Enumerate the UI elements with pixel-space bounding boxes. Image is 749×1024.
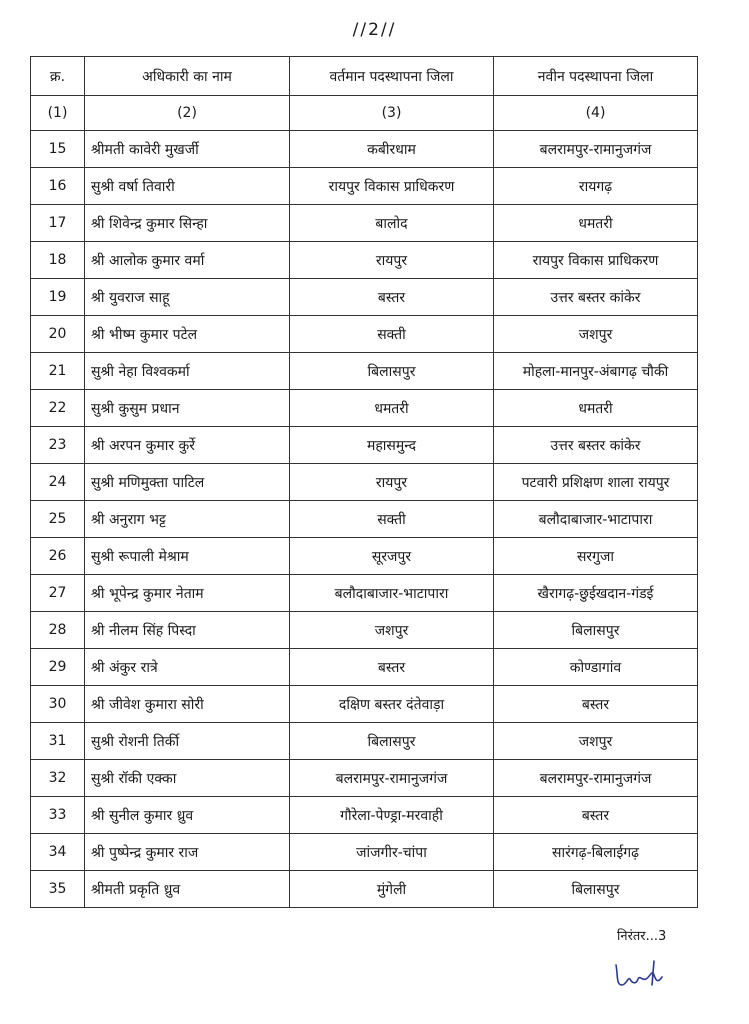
officer-name: श्री भीष्म कुमार पटेल [85, 316, 290, 353]
serial-number: 18 [31, 242, 85, 279]
table-row [31, 797, 698, 834]
table-row [31, 723, 698, 760]
officer-name: श्री अनुराग भट्ट [85, 501, 290, 538]
transfer-table [30, 56, 698, 908]
column-number: (2) [85, 96, 290, 131]
table-row [31, 316, 698, 353]
new-posting: बलौदाबाजार-भाटापारा [494, 501, 698, 538]
officer-name: श्री पुष्पेन्द्र कुमार राज [85, 834, 290, 871]
serial-number: 23 [31, 427, 85, 464]
serial-number: 31 [31, 723, 85, 760]
current-posting: गौरेला-पेण्ड्रा-मरवाही [290, 797, 494, 834]
current-posting: महासमुन्द [290, 427, 494, 464]
current-posting: रायपुर [290, 242, 494, 279]
officer-name: श्री युवराज साहू [85, 279, 290, 316]
serial-number: 21 [31, 353, 85, 390]
table-row [31, 834, 698, 871]
current-posting: धमतरी [290, 390, 494, 427]
current-posting: बस्तर [290, 279, 494, 316]
serial-number: 34 [31, 834, 85, 871]
table-row [31, 427, 698, 464]
table-row [31, 390, 698, 427]
serial-number: 32 [31, 760, 85, 797]
serial-number: 33 [31, 797, 85, 834]
officer-name: श्री आलोक कुमार वर्मा [85, 242, 290, 279]
new-posting: बलरामपुर-रामानुजगंज [494, 131, 698, 168]
serial-number: 15 [31, 131, 85, 168]
new-posting: मोहला-मानपुर-अंबागढ़ चौकी [494, 353, 698, 390]
table-row [31, 612, 698, 649]
officer-name: सुश्री रोशनी तिर्की [85, 723, 290, 760]
new-posting: बलरामपुर-रामानुजगंज [494, 760, 698, 797]
serial-number: 30 [31, 686, 85, 723]
new-posting: रायगढ़ [494, 168, 698, 205]
new-posting: रायपुर विकास प्राधिकरण [494, 242, 698, 279]
serial-number: 26 [31, 538, 85, 575]
serial-number: 16 [31, 168, 85, 205]
table-row [31, 649, 698, 686]
table-row [31, 501, 698, 538]
officer-name: सुश्री नेहा विश्वकर्मा [85, 353, 290, 390]
new-posting: धमतरी [494, 205, 698, 242]
current-posting: बलरामपुर-रामानुजगंज [290, 760, 494, 797]
new-posting: उत्तर बस्तर कांकेर [494, 427, 698, 464]
officer-name: सुश्री कुसुम प्रधान [85, 390, 290, 427]
new-posting: धमतरी [494, 390, 698, 427]
serial-number: 35 [31, 871, 85, 908]
current-posting: सूरजपुर [290, 538, 494, 575]
officer-name: सुश्री वर्षा तिवारी [85, 168, 290, 205]
column-number: (4) [494, 96, 698, 131]
table-row [31, 242, 698, 279]
table-row [31, 168, 698, 205]
current-posting: कबीरधाम [290, 131, 494, 168]
serial-number: 27 [31, 575, 85, 612]
current-posting: मुंगेली [290, 871, 494, 908]
serial-number: 20 [31, 316, 85, 353]
new-posting: जशपुर [494, 316, 698, 353]
new-posting: बस्तर [494, 797, 698, 834]
officer-name: श्री जीवेश कुमारा सोरी [85, 686, 290, 723]
officer-name: सुश्री रॉकी एक्का [85, 760, 290, 797]
serial-number: 28 [31, 612, 85, 649]
current-posting: बिलासपुर [290, 353, 494, 390]
current-posting: बस्तर [290, 649, 494, 686]
table-row [31, 464, 698, 501]
header-new-posting: नवीन पदस्थापना जिला [494, 57, 698, 96]
table-row [31, 279, 698, 316]
new-posting: खैरागढ़-छुईखदान-गंडई [494, 575, 698, 612]
table-row [31, 760, 698, 797]
signature [610, 955, 670, 995]
current-posting: बलौदाबाजार-भाटापारा [290, 575, 494, 612]
serial-number: 17 [31, 205, 85, 242]
new-posting: बिलासपुर [494, 612, 698, 649]
officer-name: श्रीमती कावेरी मुखर्जी [85, 131, 290, 168]
table-row [31, 871, 698, 908]
serial-number: 25 [31, 501, 85, 538]
header-officer-name: अधिकारी का नाम [85, 57, 290, 96]
table-body [31, 96, 698, 908]
officer-name: श्री शिवेन्द्र कुमार सिन्हा [85, 205, 290, 242]
officer-name: सुश्री रूपाली मेश्राम [85, 538, 290, 575]
serial-number: 29 [31, 649, 85, 686]
current-posting: बालोद [290, 205, 494, 242]
new-posting: कोण्डागांव [494, 649, 698, 686]
current-posting: जशपुर [290, 612, 494, 649]
new-posting: जशपुर [494, 723, 698, 760]
serial-number: 22 [31, 390, 85, 427]
officer-name: श्री अरपन कुमार कुर्रे [85, 427, 290, 464]
current-posting: बिलासपुर [290, 723, 494, 760]
table-row [31, 686, 698, 723]
new-posting: पटवारी प्रशिक्षण शाला रायपुर [494, 464, 698, 501]
current-posting: दक्षिण बस्तर दंतेवाड़ा [290, 686, 494, 723]
header-serial: क्र. [31, 57, 85, 96]
new-posting: सरगुजा [494, 538, 698, 575]
current-posting: सक्ती [290, 501, 494, 538]
table-row [31, 538, 698, 575]
header-row [31, 57, 698, 96]
new-posting: बिलासपुर [494, 871, 698, 908]
page-number: //2// [352, 20, 397, 40]
officer-name: श्री अंकुर रात्रे [85, 649, 290, 686]
officer-name: श्री भूपेन्द्र कुमार नेताम [85, 575, 290, 612]
new-posting: बस्तर [494, 686, 698, 723]
table-row [31, 205, 698, 242]
current-posting: सक्ती [290, 316, 494, 353]
table-row [31, 575, 698, 612]
column-number-row [31, 96, 698, 131]
current-posting: रायपुर [290, 464, 494, 501]
serial-number: 19 [31, 279, 85, 316]
current-posting: जांजगीर-चांपा [290, 834, 494, 871]
column-number: (1) [31, 96, 85, 131]
new-posting: उत्तर बस्तर कांकेर [494, 279, 698, 316]
table-row [31, 131, 698, 168]
officer-name: श्रीमती प्रकृति ध्रुव [85, 871, 290, 908]
continued-note: निरंतर...3 [617, 929, 667, 944]
current-posting: रायपुर विकास प्राधिकरण [290, 168, 494, 205]
officer-name: श्री नीलम सिंह पिस्दा [85, 612, 290, 649]
table-row [31, 353, 698, 390]
header-current-posting: वर्तमान पदस्थापना जिला [290, 57, 494, 96]
new-posting: सारंगढ़-बिलाईगढ़ [494, 834, 698, 871]
officer-name: सुश्री मणिमुक्ता पाटिल [85, 464, 290, 501]
officer-name: श्री सुनील कुमार ध्रुव [85, 797, 290, 834]
column-number: (3) [290, 96, 494, 131]
serial-number: 24 [31, 464, 85, 501]
